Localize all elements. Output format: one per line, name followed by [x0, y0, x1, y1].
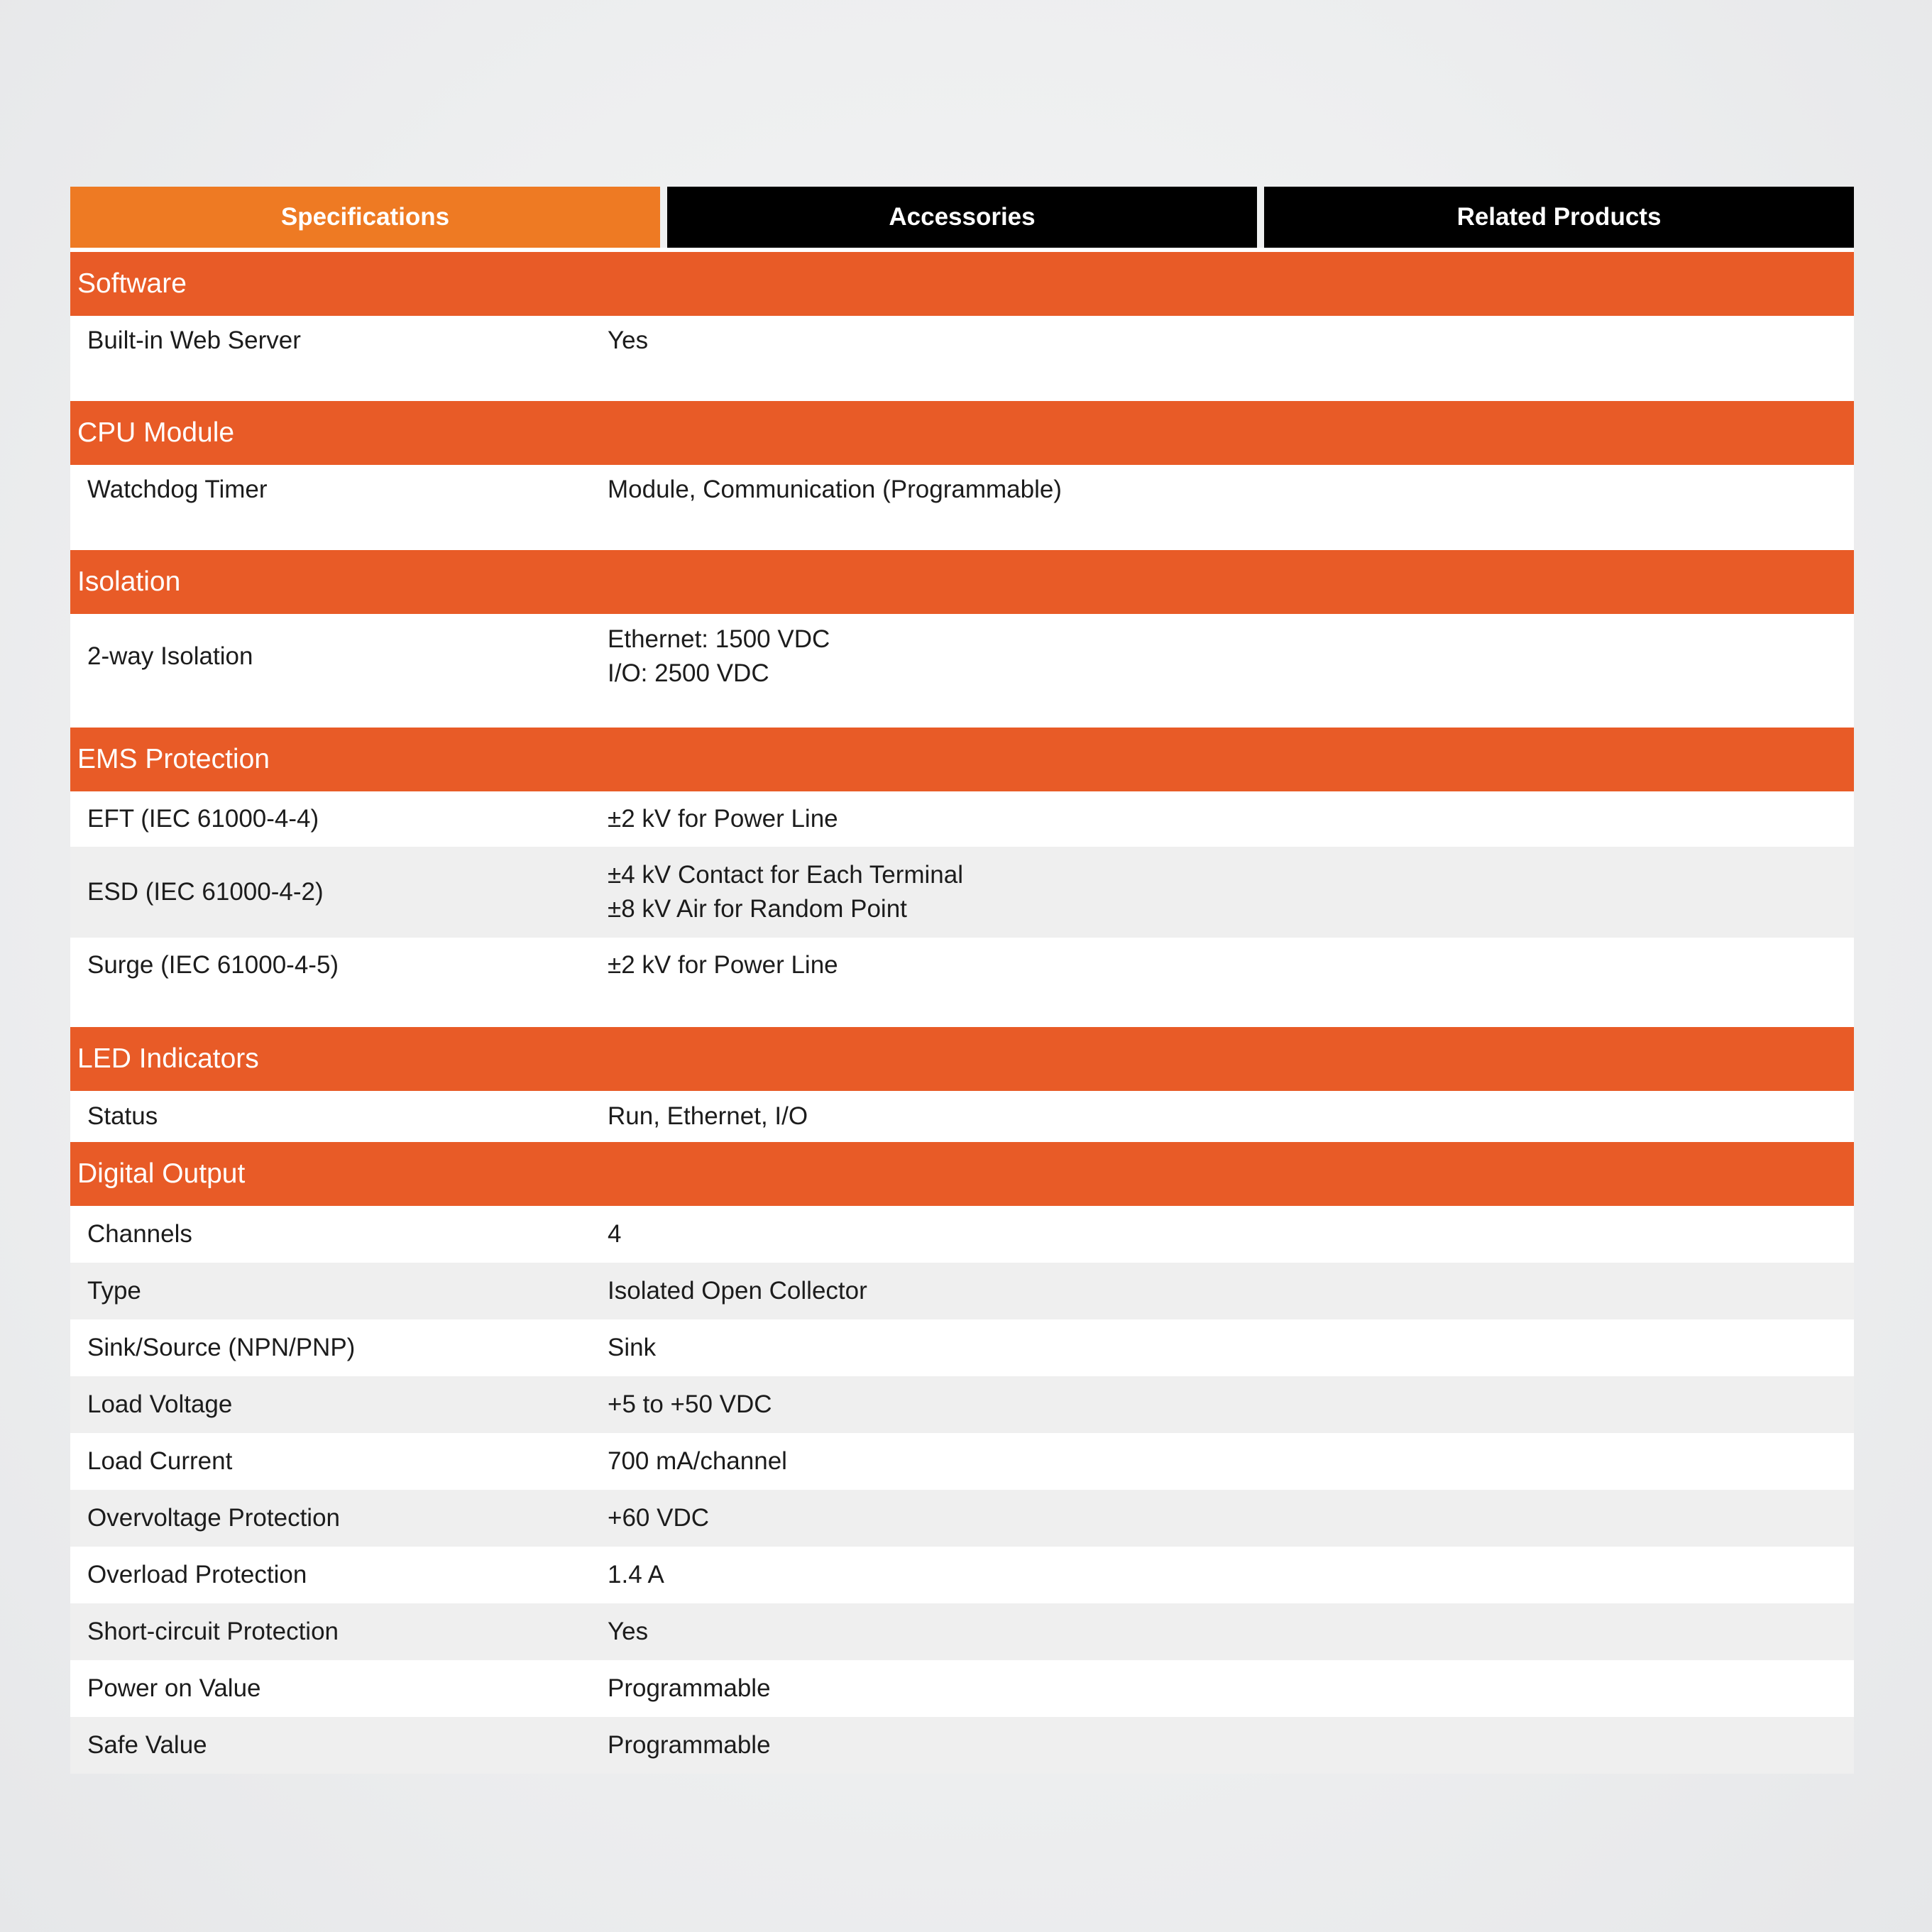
spec-value: [608, 1558, 1854, 1592]
section-header-ems-protection: EMS Protection: [70, 728, 1854, 791]
spec-value-line: 700 mA/channel: [608, 1447, 787, 1475]
spec-value: [608, 1217, 1854, 1251]
spec-label: Safe Value: [87, 1731, 207, 1759]
spec-value-line: Ethernet: 1500 VDC: [608, 625, 830, 653]
spec-row: [70, 1490, 1854, 1547]
spec-row: [70, 791, 1854, 847]
spec-value-line: Programmable: [608, 1674, 771, 1702]
spec-value: [608, 622, 1854, 691]
section-header-isolation: Isolation: [70, 550, 1854, 614]
section-spacer: [70, 699, 1854, 728]
spec-value: [608, 1099, 1854, 1134]
spec-row: [70, 1206, 1854, 1263]
spec-value-line: Yes: [608, 326, 649, 354]
spec-value-line: Run, Ethernet, I/O: [608, 1102, 808, 1130]
spec-value: [608, 1331, 1854, 1365]
spec-label: ESD (IEC 61000-4-2): [87, 878, 324, 906]
spec-row: [70, 1433, 1854, 1490]
section-header-cpu-module: CPU Module: [70, 401, 1854, 465]
spec-label: Status: [87, 1102, 158, 1130]
spec-value-line: ±2 kV for Power Line: [608, 805, 838, 833]
spec-label: Watchdog Timer: [87, 476, 268, 503]
section-header-led-indicators: LED Indicators: [70, 1027, 1854, 1091]
spec-label: Overload Protection: [87, 1561, 307, 1588]
spec-value-line: 4: [608, 1220, 622, 1248]
spec-row: [70, 847, 1854, 938]
spec-value: [608, 324, 1854, 358]
spec-row: [70, 465, 1854, 515]
spec-value-line: ±4 kV Contact for Each Terminal: [608, 861, 964, 889]
spec-panel: [70, 187, 1854, 1774]
spec-value-line: Isolated Open Collector: [608, 1277, 867, 1305]
spec-value: [608, 802, 1854, 836]
spec-row: [70, 614, 1854, 699]
spec-value: [608, 1615, 1854, 1649]
spec-label: Short-circuit Protection: [87, 1618, 339, 1645]
spec-value-line: Module, Communication (Programmable): [608, 476, 1062, 503]
spec-row: [70, 1603, 1854, 1660]
spec-value-line: +60 VDC: [608, 1504, 709, 1532]
tab-accessories[interactable]: Accessories: [667, 187, 1257, 248]
tab-related-products[interactable]: Related Products: [1264, 187, 1854, 248]
spec-row: [70, 1091, 1854, 1142]
spec-label: Power on Value: [87, 1674, 261, 1702]
spec-value-line: 1.4 A: [608, 1561, 664, 1588]
section-header-software: Software: [70, 252, 1854, 316]
spec-label: Type: [87, 1277, 141, 1305]
spec-table: [70, 252, 1854, 1774]
spec-row: [70, 938, 1854, 993]
spec-label: Surge (IEC 61000-4-5): [87, 951, 339, 979]
spec-value: [608, 858, 1854, 926]
spec-value: [608, 1501, 1854, 1535]
spec-value-line: Yes: [608, 1618, 649, 1645]
spec-label: Built-in Web Server: [87, 326, 301, 354]
spec-row: [70, 1547, 1854, 1603]
tab-specifications[interactable]: Specifications: [70, 187, 660, 248]
spec-row: [70, 1717, 1854, 1774]
section-spacer: [70, 366, 1854, 401]
spec-label: EFT (IEC 61000-4-4): [87, 805, 319, 833]
spec-row: [70, 1263, 1854, 1319]
spec-value: [608, 1444, 1854, 1478]
spec-value: [608, 1728, 1854, 1762]
spec-value-line: I/O: 2500 VDC: [608, 659, 769, 687]
section-spacer: [70, 993, 1854, 1027]
spec-value-line: ±8 kV Air for Random Point: [608, 895, 907, 923]
section-spacer: [70, 515, 1854, 550]
spec-label: Load Voltage: [87, 1390, 233, 1418]
spec-row: [70, 316, 1854, 366]
spec-label: 2-way Isolation: [87, 642, 253, 670]
spec-value: [608, 1388, 1854, 1422]
spec-value: [608, 1672, 1854, 1706]
spec-label: Sink/Source (NPN/PNP): [87, 1334, 356, 1361]
spec-value: [608, 1274, 1854, 1308]
section-header-digital-output: Digital Output: [70, 1142, 1854, 1206]
spec-value-line: Programmable: [608, 1731, 771, 1759]
spec-label: Overvoltage Protection: [87, 1504, 341, 1532]
spec-value-line: Sink: [608, 1334, 657, 1361]
spec-value: [608, 948, 1854, 982]
spec-row: [70, 1660, 1854, 1717]
spec-row: [70, 1319, 1854, 1376]
spec-value: [608, 473, 1854, 507]
spec-value-line: ±2 kV for Power Line: [608, 951, 838, 979]
tab-bar: [70, 187, 1854, 248]
spec-label: Channels: [87, 1220, 192, 1248]
spec-label: Load Current: [87, 1447, 233, 1475]
spec-value-line: +5 to +50 VDC: [608, 1390, 772, 1418]
spec-row: [70, 1376, 1854, 1433]
